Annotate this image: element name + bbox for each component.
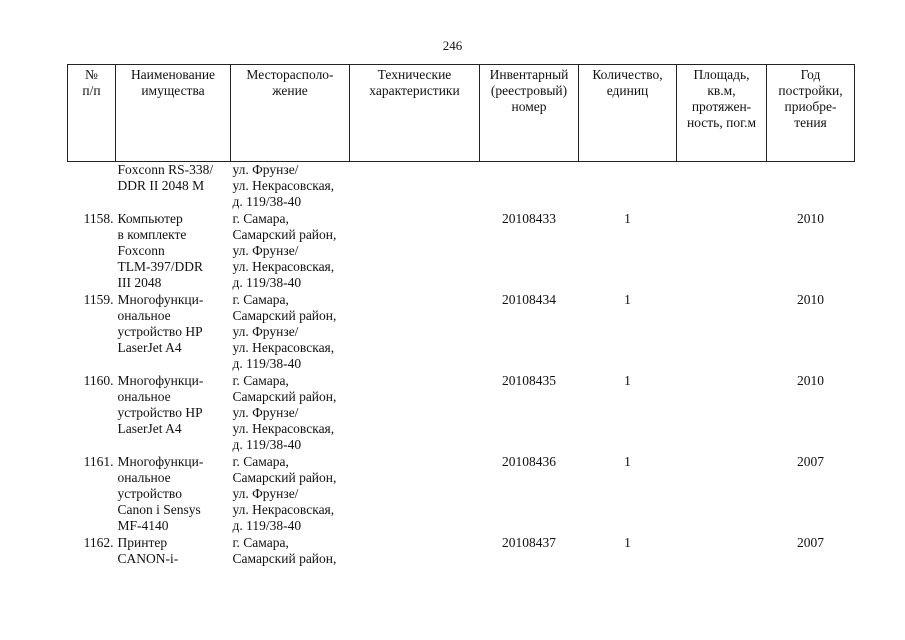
row-number: 1162. bbox=[83, 534, 114, 550]
table-row bbox=[68, 535, 855, 567]
row-inventory-number: 20108433 bbox=[502, 210, 556, 226]
row-year: 2010 bbox=[797, 210, 824, 226]
row-quantity: 1 bbox=[624, 210, 631, 226]
continuation-row bbox=[68, 162, 855, 211]
row-location: г. Самара, Самарский район, ул. Фрунзе/ ул. Некрасовская, д. 119/38-40 bbox=[232, 453, 337, 534]
row-year: 2010 bbox=[797, 291, 824, 307]
header-quantity: Количество, единиц bbox=[579, 65, 677, 162]
row-number: 1161. bbox=[83, 453, 114, 469]
row-location: г. Самара, Самарский район, ул. Фрунзе/ ул. Некрасовская, д. 119/38-40 bbox=[232, 372, 337, 453]
row-name: Многофункци- ональное устройство HP LaserJet A4 bbox=[117, 291, 204, 356]
row-technical-specs bbox=[350, 535, 480, 567]
row-area bbox=[677, 373, 767, 454]
row-name: Компьютер в комплекте Foxconn TLM-397/DDR III 2048 bbox=[117, 210, 203, 291]
row-inventory-number: 20108434 bbox=[502, 291, 556, 307]
row-inventory-number: 20108437 bbox=[502, 534, 556, 550]
header-name: Наименование имущества bbox=[116, 65, 231, 162]
row-area bbox=[677, 454, 767, 535]
row-number: 1160. bbox=[83, 372, 114, 388]
continuation-location: ул. Фрунзе/ ул. Некрасовская, д. 119/38-40 bbox=[232, 162, 335, 210]
table-header-row bbox=[68, 65, 855, 162]
row-area bbox=[677, 292, 767, 373]
page-number: 246 bbox=[442, 38, 463, 53]
row-location: г. Самара, Самарский район, bbox=[232, 534, 337, 566]
header-location: Месторасполо- жение bbox=[231, 65, 350, 162]
table-row bbox=[68, 454, 855, 535]
header-year: Год постройки, приобре- тения bbox=[767, 65, 855, 162]
row-year: 2010 bbox=[797, 372, 824, 388]
row-quantity: 1 bbox=[624, 372, 631, 388]
row-technical-specs bbox=[350, 292, 480, 373]
row-location: г. Самара, Самарский район, ул. Фрунзе/ ул. Некрасовская, д. 119/38-40 bbox=[232, 291, 337, 372]
row-area bbox=[677, 211, 767, 292]
header-technical-specs: Технические характеристики bbox=[350, 65, 480, 162]
row-technical-specs bbox=[350, 454, 480, 535]
row-quantity: 1 bbox=[624, 534, 631, 550]
row-area bbox=[677, 535, 767, 567]
row-technical-specs bbox=[350, 373, 480, 454]
row-name: Многофункци- ональное устройство HP LaserJet A4 bbox=[117, 372, 204, 437]
row-location: г. Самара, Самарский район, ул. Фрунзе/ ул. Некрасовская, д. 119/38-40 bbox=[232, 210, 337, 291]
row-name: Принтер CANON-i- bbox=[117, 534, 179, 566]
row-number: 1159. bbox=[83, 291, 114, 307]
header-area: Площадь, кв.м, протяжен- ность, пог.м bbox=[677, 65, 767, 162]
row-year: 2007 bbox=[797, 453, 824, 469]
property-registry-table bbox=[67, 64, 855, 567]
continuation-name: Foxconn RS-338/ DDR II 2048 M bbox=[117, 162, 214, 194]
table-row bbox=[68, 373, 855, 454]
header-number: № п/п bbox=[68, 65, 116, 162]
row-name: Многофункци- ональное устройство Canon i Sensys MF-4140 bbox=[117, 453, 204, 534]
row-year: 2007 bbox=[797, 534, 824, 550]
table-row bbox=[68, 292, 855, 373]
table-row bbox=[68, 211, 855, 292]
row-quantity: 1 bbox=[624, 291, 631, 307]
header-inventory-number: Инвентарный (реестровый) номер bbox=[480, 65, 579, 162]
row-inventory-number: 20108436 bbox=[502, 453, 556, 469]
row-number: 1158. bbox=[83, 210, 114, 226]
row-quantity: 1 bbox=[624, 453, 631, 469]
row-inventory-number: 20108435 bbox=[502, 372, 556, 388]
row-technical-specs bbox=[350, 211, 480, 292]
